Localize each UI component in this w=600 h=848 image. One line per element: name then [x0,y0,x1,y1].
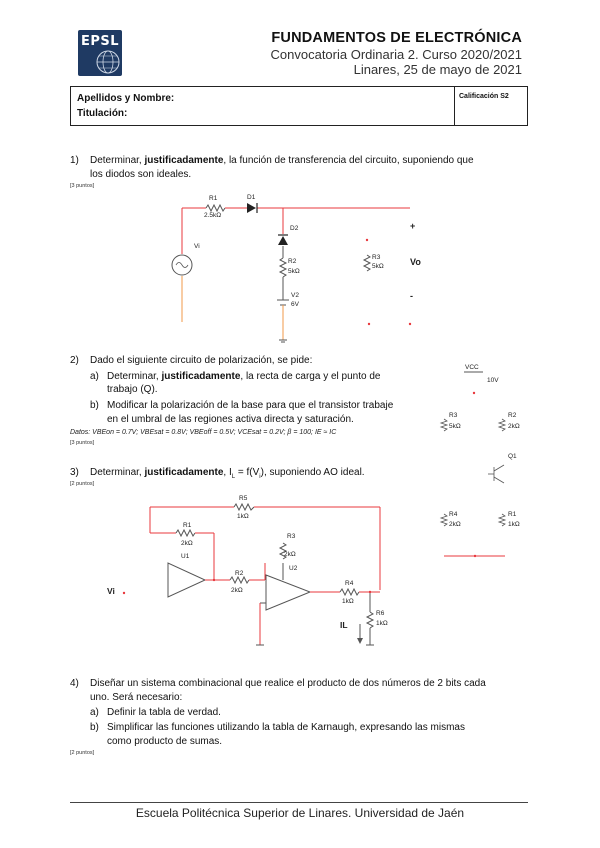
q4-b-text-cont: como producto de sumas. [107,736,223,747]
q4-text: Diseñar un sistema combinacional que realice el producto de dos números de 2 bits cada [90,678,486,689]
q3-r2-label: R2 [235,570,244,577]
q1-text: Determinar, justificadamente, la función de transferencia del circuito, suponiendo que [90,155,474,166]
q4-a-text: Definir la tabla de verdad. [107,707,221,718]
q2-r4-value: 2kΩ [449,521,461,528]
footer-institution: Escuela Politécnica Superior de Linares. Universidad de Jaén [135,806,465,820]
q2-data: Datos: VBEon = 0.7V; VBEsat = 0.8V; VBEoff = 0.5V; VCEsat = 0.2V; β = 100; IE ≈ IC [70,429,337,436]
q3-r1-value: 2kΩ [181,540,193,547]
q1-d2-label: D2 [290,225,299,232]
q2-b-marker: b) [90,400,99,411]
q1-r2-label: R2 [288,258,297,265]
q4-a-marker: a) [90,707,99,718]
exam-session: Convocatoria Ordinaria 2. Curso 2020/2021 [270,47,522,62]
q2-b-text: Modificar la polarización de la base para que el transistor trabaje [107,400,394,411]
q1-v2-value: 6V [291,301,299,308]
q1-vo-label: Vo [410,257,421,267]
q3-points: [2 puntos] [70,481,95,487]
q2-r3-value: 5kΩ [449,423,461,430]
q2-a-text-cont: trabajo (Q). [107,384,158,395]
q2-r2-value: 2kΩ [508,423,520,430]
q2-b-text-cont: en el umbral de las regiones activa directa y saturación. [107,414,354,425]
course-title: FUNDAMENTOS DE ELECTRÓNICA [271,30,522,46]
q2-r1-value: 1kΩ [508,521,520,528]
q1-r3-value: 5kΩ [372,263,384,270]
q1-v2-label: V2 [291,292,299,299]
q3-r2-value: 2kΩ [231,587,243,594]
exam-date: Linares, 25 de mayo de 2021 [353,62,522,77]
grade-field-label: Calificación S2 [459,93,509,100]
footer-divider [70,802,528,803]
q2-r1-label: R1 [508,511,517,518]
q2-r4-label: R4 [449,511,458,518]
q3-vi-label: Vi [107,586,115,596]
q3-u2-label: U2 [289,565,298,572]
q3-r1-label: R1 [183,522,192,529]
q1-r1-label: R1 [209,195,218,202]
q1-r2-value: 5kΩ [288,268,300,275]
q2-r3-label: R3 [449,412,458,419]
q2-q1-label: Q1 [508,453,517,460]
q2-number: 2) [70,355,79,366]
q4-text-cont: uno. Será necesario: [90,692,183,703]
q2-vcc-label: VCC [465,364,479,371]
q2-a-marker: a) [90,371,99,382]
q3-r4-value: 1kΩ [342,598,354,605]
q1-vi-label: Vi [194,243,200,250]
q4-b-marker: b) [90,722,99,733]
degree-field-label: Titulación: [77,108,128,119]
epsl-logo: EPSL [78,30,122,76]
q4-number: 4) [70,678,79,689]
q3-r3-label: R3 [287,533,296,540]
q3-r5-value: 1kΩ [237,513,249,520]
q2-points: [3 puntos] [70,440,95,446]
q1-points: [3 puntos] [70,183,95,189]
q3-r5-label: R5 [239,495,248,502]
q1-minus-terminal: - [410,291,413,301]
q3-r6-value: 1kΩ [376,620,388,627]
q1-text-cont: los diodos son ideales. [90,169,192,180]
q1-d1-label: D1 [247,194,256,201]
q1-number: 1) [70,155,79,166]
q4-b-text: Simplificar las funciones utilizando la tabla de Karnaugh, expresando las mismas [107,722,465,733]
q2-a-text: Determinar, justificadamente, la recta de carga y el punto de [107,371,381,382]
q4-points: [2 puntos] [70,750,95,756]
q1-r3-label: R3 [372,254,381,261]
q3-u1-label: U1 [181,553,190,560]
q1-plus-terminal: + [410,221,416,231]
q3-il-label: IL [340,620,348,630]
q1-r1-value: 2.5kΩ [204,212,222,219]
q3-r4-label: R4 [345,580,354,587]
name-field-label: Apellidos y Nombre: [77,93,175,104]
q2-text: Dado el siguiente circuito de polarización, se pide: [90,355,313,366]
q2-vcc-value: 10V [487,377,499,384]
q2-r2-label: R2 [508,412,517,419]
q3-r3-value: 2kΩ [284,551,296,558]
q3-text: Determinar, justificadamente, $I_L = f(V_i)$, suponiendo AO ideal. [90,467,365,480]
q3-r6-label: R6 [376,610,385,617]
q3-number: 3) [70,467,79,478]
